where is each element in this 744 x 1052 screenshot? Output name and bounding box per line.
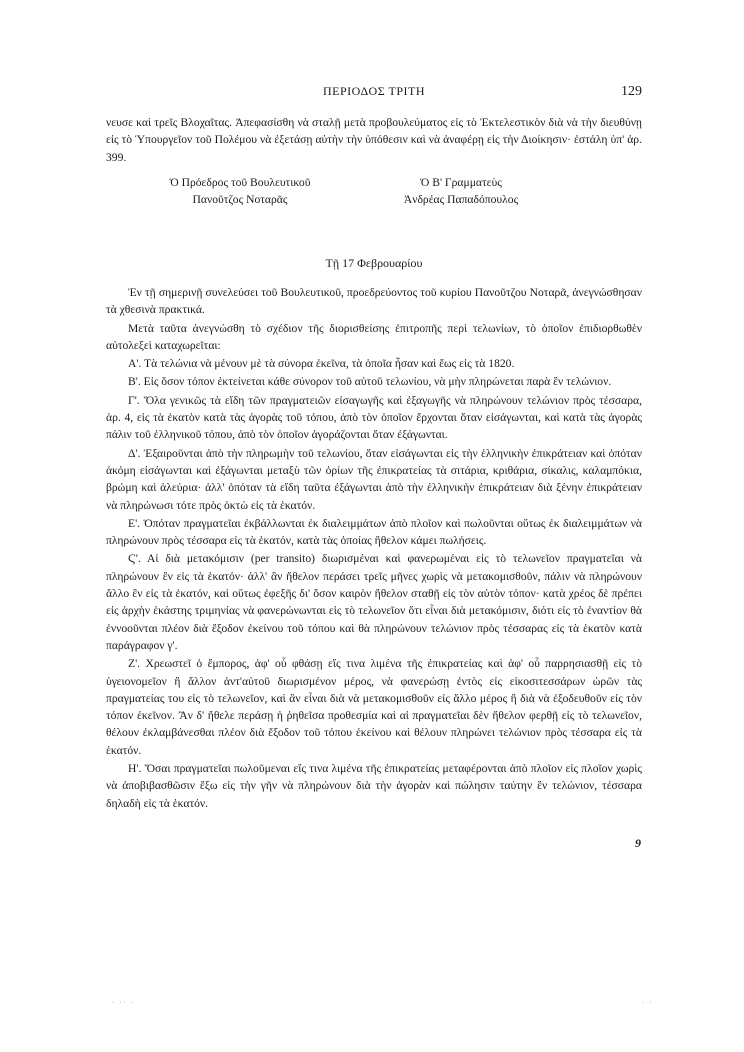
running-title: ΠΕΡΙΟΔΟΣ ΤΡΙΤΗ — [323, 84, 425, 98]
article-g: Ζ'. Χρεωστεῖ ὁ ἔμπορος, ἀφ' οὗ φθάσῃ εἴς τινα λιμένα τῆς ἐπικρατείας καὶ ἀφ' οὗ παρρησιασθῇ εἰς τὸ ὑγειονομεῖον ἢ ἄλλον ἀντ'αὐτοῦ διωρισμένον μέρος, νὰ φανερώσῃ ἐντὸς εἰς εἰκοσιτεσσάρων ὡρῶν τὰς πραγματείας του εἰς τὸ τελωνεῖον, καὶ ἂν εἶναι διὰ νὰ μετακομισθοῦν εἰς ἄλλο μέρος ἢ διὰ νὰ ἐξοδευθοῦν εἰς τὸν τόπον ἐκεῖνον. Ἂν δ' ἤθελε περάσῃ ἡ ῥηθεῖσα προθεσμία καὶ αἱ πραγματεῖαι δὲν ἤθελον φερθῇ εἰς τὸ τελωνεῖον, θέλουν ἐκλαμβάνεσθαι πλέον διὰ ἔξοδον τοῦ τόπου ἐκείνου καὶ θέλουν πληρώνει τελώνιον πρὸς τέσσαρα εἰς τὰ ἑκατόν. — [106, 657, 642, 757]
paragraph-session: Ἐν τῇ σημερινῇ συνελεύσει τοῦ Βουλευτικοῦ, προεδρεύοντος τοῦ κυρίου Πανοῦτζου Νοταρᾶ, ἀνεγνώσθησαν τὰ χθεσινὰ πρακτικά. — [106, 286, 642, 317]
signature-left-role: Ὁ Πρόεδρος τοῦ Βουλευτικοῦ — [169, 176, 311, 189]
minutes-body — [106, 284, 642, 813]
signature-right-role: Ὁ Β' Γραμματεὺς — [420, 176, 502, 189]
paragraph-draft: Μετὰ ταῦτα ἀνεγνώσθη τὸ σχέδιον τῆς διορισθείσης ἐπιτροπῆς περὶ τελωνίων, τὸ ὁποῖον ἐπιδιορθωθὲν αὐτολεξεὶ καταχωρεῖται: — [106, 321, 642, 352]
signature-right-name: Ἀνδρέας Παπαδόπουλος — [403, 193, 519, 207]
article-e: Ε'. Ὁπόταν πραγματεῖαι ἐκβάλλωνται ἐκ διαλειμμάτων ἀπὸ πλοῖον καὶ πωλοῦνται οὕτως ἐκ διαλειμμάτων νὰ πληρώνουν πρὸς τέσσαρα εἰς τὰ ἑκατόν, κατὰ τὰς ὁποίας ἤθελον κάμει πωλήσεις. — [106, 516, 642, 548]
article-h: Η'. Ὅσαι πραγματεῖαι πωλοῦμεναι εἴς τινα λιμένα τῆς ἐπικρατείας μεταφέρονται ἀπὸ πλοῖον εἰς πλοῖον χωρὶς νὰ ἀποβιβασθῶσιν ἔξω εἰς τὴν γῆν νὰ πληρώνουν διὰ τὴν ἀγορὰν καὶ πώλησιν ταύτην ἓν τελώνιον, τέσσαρα δηλαδὴ εἰς τὰ ἑκατόν. — [106, 762, 642, 810]
article-a: Α'. Τὰ τελώνια νὰ μένουν μὲ τὰ σύνορα ἐκεῖνα, τὰ ὁποῖα ἦσαν καὶ ἕως εἰς τὰ 1820. — [128, 357, 515, 371]
signature-right — [386, 174, 536, 209]
page-number: 129 — [621, 84, 642, 99]
signature-left — [155, 174, 325, 209]
intro-block — [106, 114, 642, 167]
intro-paragraph: νευσε καὶ τρεῖς Βλοχαῖτας. Ἀπεφασίσθη νὰ σταλῇ μετὰ προβουλεύματος εἰς τὸ Ἐκτελεστικὸν διὰ νὰ τὴν διευθύνῃ εἰς τὸ Ὑπουργεῖον τοῦ Πολέμου νὰ ἐξετάσῃ αὐτὴν τὴν ὑπόθεσιν καὶ νὰ ἀναφέρῃ εἰς τὴν Διοίκησιν· ἐστάλη ὑπ' ἀρ. 399. — [106, 116, 642, 164]
article-b: Β'. Εἰς ὅσον τόπον ἐκτείνεται κάθε σύνορον τοῦ αὐτοῦ τελωνίου, νὰ μὴν πληρώνεται παρὰ ἓν τελώνιον. — [128, 375, 612, 389]
page-header — [106, 84, 642, 104]
date-heading: Τῇ 17 Φεβρουαρίου — [325, 256, 423, 270]
scan-specks: · ·· · · · — [112, 1000, 654, 1006]
article-f: Ϛ'. Αἱ διὰ μετακόμισιν (per transito) διωρισμέναι καὶ φανερωμέναι εἰς τὸ τελωνεῖον πραγματεῖαι νὰ πληρώνουν ἓν εἰς τὰ ἑκατόν· ἀλλ' ἂν ἤθελον περάσει τρεῖς μῆνες χωρὶς νὰ μετακομισθοῦν, πάλιν νὰ πληρώνουν ἄλλο ἓν εἰς τὰ ἑκατόν, καὶ οὕτως ἐφεξῆς δι' ὅσον καιρὸν ἤθελον σταθῇ εἰς τὸν αὐτὸν τόπον· κατὰ χρέος δὲ πρέπει εἰς ἀρχὴν ἑκάστης τριμηνίας νὰ φανερώνωνται εἰς τὸ τελωνεῖον ὅτι εἶναι διὰ μετακόμισιν, διότι εἰς τὸ ἐναντίον θὰ ἐννοοῦνται πλέον διὰ ἔξοδον ἐκείνου τοῦ τόπου καὶ θὰ πληρώνουν τελώνιον πρὸς τέσσαρας εἰς τὰ ἑκατὸν κατὰ παράγραφον γ'. — [106, 552, 642, 652]
signature-left-name: Πανοῦτζος Νοταρᾶς — [192, 193, 288, 207]
article-d: Δ'. Ἐξαιροῦνται ἀπὸ τὴν πληρωμὴν τοῦ τελωνίου, ὅταν εἰσάγωνται εἰς τὴν ἑλληνικὴν ἐπικράτειαν καὶ ὁπόταν ἀκόμη εἰσάγωνται καὶ ἐξάγωνται μεταξὺ τῶν ὁρίων τῆς ἐπικρατείας τὰ σιτάρια, κριθάρια, σίκαλις, καλαμπόκια, βρώμη καὶ ἀλεύρια· ἀλλ' ὁπόταν τὰ εἴδη ταῦτα ἐξάγωνται ἀπὸ τὴν ἑλληνικὴν ἐπικράτειαν διὰ ξένην ἐπικράτειαν νὰ πληρώνωσι τότε πρὸς ὀκτὼ εἰς τὰ ἑκατόν. — [106, 446, 642, 512]
sheet-signature: 9 — [635, 836, 641, 850]
article-c: Γ'. Ὅλα γενικῶς τὰ εἴδη τῶν πραγματειῶν εἰσαγωγῆς καὶ ἐξαγωγῆς νὰ πληρώνουν τελώνιον πρὸς τέσσαρα, ἀρ. 4, εἰς τὰ ἑκατὸν κατὰ τὰς ἀγορὰς τοῦ τόπου, ἀπὸ τὸν ὁποῖον ἔρχονται ὅταν εἰσάγωνται, καὶ κατὰ τὰς ἀγορὰς πάλιν τοῦ ἑλληνικοῦ τόπου, ἀπὸ τὸν ὁποῖον ἀγοράζονται ὅταν ἐξάγωνται. — [106, 393, 642, 442]
